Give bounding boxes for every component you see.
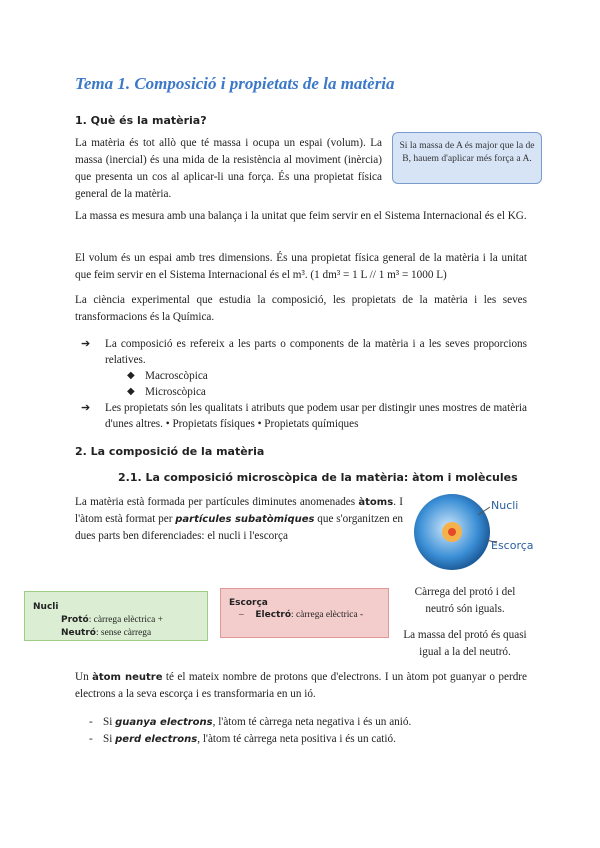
list-item: ◆ Microscòpica [127,386,206,398]
atom-diagram [405,487,550,577]
page-title: Tema 1. Composició i propietats de la matèria [75,74,395,93]
paragraph-neutral-atom: Un àtom neutre té el mateix nombre de protons que d'electrons. I un àtom pot guanyar o perdre electrons a la seva escorça i es transformaria en un ió. [75,671,527,700]
paragraph-matter-definition: La matèria és tot allò que té massa i ocupa un espai (volum). La massa (inercial) és una mida de la resistència al moviment (inèrcia) que presenta un cos al aplicar-li una força. És una propietat física general de la matèria. [75,137,382,200]
list-item: - Si guanya electrons, l'àtom té càrrega neta negativa i és un anió. [89,716,412,728]
label-nucli: Nucli [491,499,519,512]
arrow-icon: ➔ [81,402,91,414]
arrow-list [75,336,527,432]
proton-line: Protó: càrrega elèctrica + [61,615,163,625]
note-box: Si la massa de A és major que la de B, hauem d'aplicar més força a A. [392,132,542,184]
side-note-mass: La massa del protó és quasi igual a la del neutró. [403,629,527,658]
nucleus-box-title: Nucli [33,602,59,612]
nucleus-box [24,591,208,641]
shell-box [220,588,389,638]
diamond-icon: ◆ [127,386,135,397]
paragraph-atoms: La matèria està formada per partícules diminutes anomenades àtoms. I l'àtom està format per partícules subatòmiques que s'organitzen en dues parts ben diferenciades: el nucli i l'escorça [75,496,404,542]
paragraph-mass-unit: La massa es mesura amb una balança i la unitat que feim servir en el Sistema Internacional és el KG. [75,210,527,222]
list-item: ◆ Macroscòpica [127,370,208,382]
arrow-icon: ➔ [81,338,91,350]
list-item: - Si perd electrons, l'àtom té càrrega neta positiva i és un catió. [89,733,396,745]
paragraph-volume: El volum és un espai amb tres dimensions. És una propietat física general de la matèria i la unitat que feim servir en el Sistema Internacional és el m³. (1 dm³ = 1 L // 1 m³ = 1000 L) [75,252,527,281]
shell-box-title: Escorça [229,598,268,608]
electron-line: – Electró: càrrega elèctrica - [239,610,364,620]
paragraph-chemistry: La ciència experimental que estudia la composició, les propietats de la matèria i les seves transformacions és la Química. [75,294,527,323]
neutron-line: Neutró: sense càrrega [61,628,152,638]
list-item: ➔ La composició es refereix a les parts o components de la matèria i a les seves proporcions relatives. [81,338,527,366]
list-item: ➔ Les propietats són les qualitats i atributs que podem usar per distingir unes mostres de matèria d'unes altres. • Propietats físiques • Propietats químiques [81,402,527,430]
label-escorca: Escorça [491,539,534,552]
dash-list [75,714,527,748]
diamond-icon: ◆ [127,370,135,381]
side-note-charge: Càrrega del protó i del neutró són iguals. [414,586,516,615]
subsection-heading: 2.1. La composició microscòpica de la matèria: àtom i molècules [118,471,518,484]
section-heading-1: 1. Què és la matèria? [75,114,207,127]
section-heading-2: 2. La composició de la matèria [75,445,265,458]
